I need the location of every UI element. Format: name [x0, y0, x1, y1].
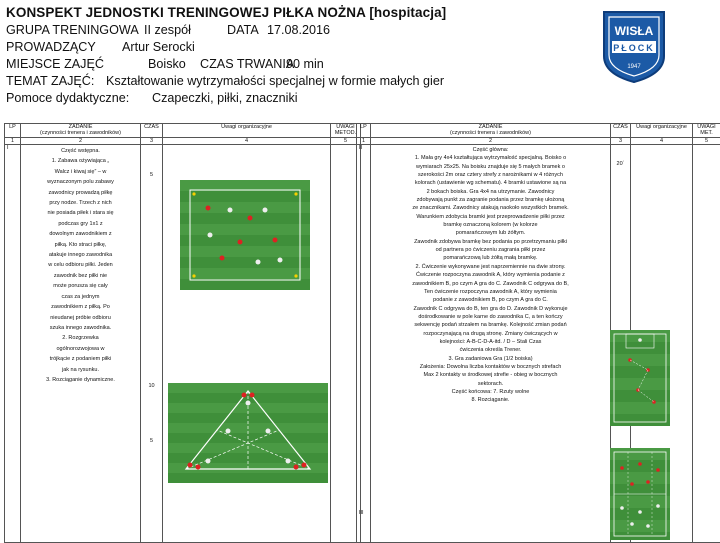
text-line: zawodnikiem B, po czym A gra do C. Zawodnik C odgrywa do B,	[373, 280, 608, 288]
row-number: II	[359, 145, 370, 151]
text-line: Część główna:	[373, 146, 608, 154]
text-line: podczas gry 1x1 z	[23, 219, 138, 229]
text-line: jak na rysunku.	[23, 365, 138, 375]
col-header-method: UWAGI MET.	[693, 124, 720, 138]
time-value: 20´	[611, 161, 630, 167]
text-line: trójkącie z podaniem piłki	[23, 354, 138, 364]
text-line: Część wstępna.	[23, 146, 138, 156]
text-line: wyznaczonym polu zabawy	[23, 177, 138, 187]
col-header-task-label: ZADANIE	[21, 124, 140, 130]
text-line: czas za jednym	[23, 292, 138, 302]
drill-diagram-triangle	[168, 383, 328, 483]
row-number: I	[5, 145, 21, 543]
document-title: KONSPEKT JEDNOSTKI TRENINGOWEJ PIŁKA NOŻNA [hospitacja]	[6, 5, 606, 20]
col-num-2: 2	[371, 138, 611, 145]
col-header-method: UWAGI METOD.	[331, 124, 361, 138]
text-line: Część końcowa: 7. Rzuty wolne	[373, 388, 608, 396]
method-notes	[693, 145, 720, 543]
text-line: pomarańczowym lub żółtym.	[373, 229, 608, 237]
group-value: II zespół	[144, 23, 227, 37]
text-line: Ten ćwiczenie rozpoczyna zawodnik A, który wymienia	[373, 288, 608, 296]
col-num-3: 3	[611, 138, 631, 145]
text-line: 3. Rozciąganie dynamiczne.	[23, 375, 138, 385]
text-line: bramkę oznaczoną kolorem (w kolorze	[373, 221, 608, 229]
aids-line	[6, 91, 606, 105]
col-num-3: 3	[141, 138, 163, 145]
text-line: 1. Zabawa ożywiająca „	[23, 156, 138, 166]
text-line: wymiarach 25x25. Na boisku znajduje się 5 małych bramek o	[373, 163, 608, 171]
text-line: ćwiczenia określa Trener.	[373, 346, 608, 354]
col-num-4: 4	[631, 138, 693, 145]
text-line: w celu odbioru piłki. Jeden	[23, 260, 138, 270]
text-line: podanie z zawodnikiem B, po czym A gra do C.	[373, 296, 608, 304]
text-line: Założenia: Dowolna liczba kontaktów w bocznych strefach	[373, 363, 608, 371]
text-line: zawodnikiem z piłką. Po	[23, 302, 138, 312]
text-line: atakuje innego zawodnika	[23, 250, 138, 260]
col-header-task	[21, 124, 141, 138]
text-line: pomarańczową lub żółtą małą bramkę.	[373, 254, 608, 262]
text-line: 2 bokach boiska. Gra 4x4 na utrzymanie. Zawodnicy	[373, 188, 608, 196]
col-header-task-sub: (czynności trenera i zawodników)	[371, 130, 610, 136]
col-num-4: 4	[163, 138, 331, 145]
text-line: dowolnym zawodnikiem z	[23, 229, 138, 239]
aids-value: Czapeczki, piłki, znaczniki	[152, 91, 298, 105]
svg-text:WISŁA: WISŁA	[615, 24, 654, 38]
col-num-1: 1	[357, 138, 371, 145]
col-header-org: Uwagi organizacyjne	[163, 124, 331, 138]
drill-diagram-crossing	[610, 330, 670, 426]
task-description	[371, 145, 611, 543]
text-line: 1. Mała gry 4x4 kształtująca wytrzymałość specjalną. Boisko o	[373, 154, 608, 162]
place-value: Boisko	[148, 57, 200, 71]
time-value: 10	[141, 383, 162, 389]
text-line: 2. Ćwiczenie wykonywane jest naprzemiennie na dwie strony.	[373, 263, 608, 271]
row-number-column	[357, 145, 371, 543]
col-header-time: CZAS	[141, 124, 163, 138]
text-line: piłką. Kto straci piłkę,	[23, 240, 138, 250]
col-header-lp: LP	[357, 124, 371, 138]
col-header-task-label: ZADANIE	[371, 124, 610, 130]
coach-value: Artur Serocki	[122, 40, 195, 54]
text-line: może porusza się cały	[23, 281, 138, 291]
time-column	[141, 145, 163, 543]
text-line: 2. Rozgrzewka	[23, 333, 138, 343]
text-line: sekwencję podań strzałem na bramkę. Kolejność zmian podań	[373, 321, 608, 329]
col-header-task	[371, 124, 611, 138]
svg-text:PŁOCK: PŁOCK	[613, 43, 655, 53]
coach-line	[6, 40, 606, 54]
text-line: przy nodze. Trzech z nich	[23, 198, 138, 208]
text-line: nie posiada piłek i stara się	[23, 208, 138, 218]
text-line: Zawodnik zdobywa bramkę bez podania po przetrzymaniu piłki	[373, 238, 608, 246]
group-label: GRUPA TRENINGOWA	[6, 23, 144, 37]
col-header-org: Uwagi organizacyjne	[631, 124, 693, 138]
text-line: dośrodkowanie w pole karne do zawodnika C, a ten kończy	[373, 313, 608, 321]
text-line: ze znacznikami. Zawodnicy atakują naokoło wszystkich bramek.	[373, 204, 608, 212]
club-logo	[600, 8, 668, 84]
text-line: ogólnorozwojowa w	[23, 344, 138, 354]
text-line: rozpoczynającą na drugą stronę. Zmiany ćwiczących w	[373, 330, 608, 338]
text-line: Max 2 kontakty w środkowej strefie - obieg w bocznych	[373, 371, 608, 379]
document-header	[6, 5, 606, 105]
text-line: szuka innego zawodnika.	[23, 323, 138, 333]
col-num-5: 5	[331, 138, 361, 145]
duration-label: CZAS TRWANIA	[200, 57, 286, 71]
topic-label: TEMAT ZAJĘĆ:	[6, 74, 106, 88]
row-number: III	[359, 510, 364, 516]
date-label: DATA	[227, 23, 267, 37]
group-line	[6, 23, 606, 37]
col-num-5: 5	[693, 138, 720, 145]
place-label: MIEJSCE ZAJĘĆ	[6, 57, 148, 71]
place-line	[6, 57, 606, 71]
date-value: 17.08.2016	[267, 23, 330, 37]
drill-diagram-small-sided	[180, 180, 310, 290]
text-line: Zawodnik C odgrywa do B, ten gra do D. Zawodnik D wykonuje	[373, 305, 608, 313]
svg-text:1947: 1947	[627, 64, 641, 70]
text-line: Walcz i kiwaj się” – w	[23, 167, 138, 177]
time-value: 5	[141, 438, 162, 444]
text-line: nieudanej próbie odbioru	[23, 313, 138, 323]
time-value: 5	[141, 172, 162, 178]
text-line: 8. Rozciąganie.	[373, 396, 608, 404]
text-line: szerokości 2m oraz cztery strefy z narożnikami w 4 różnych	[373, 171, 608, 179]
text-line: kolorach (ustawienie wg schematu). 4 bramki ustawione są na	[373, 179, 608, 187]
coach-label: PROWADZĄCY	[6, 40, 122, 54]
col-header-task-sub: (czynności trenera i zawodników)	[21, 130, 140, 136]
text-line: sektorach.	[373, 380, 608, 388]
duration-value: 90 min	[286, 57, 324, 71]
topic-value: Kształtowanie wytrzymałości specjalnej w formie małych gier	[106, 74, 444, 88]
task-description	[21, 145, 141, 543]
text-line: Warunkiem zdobycia bramki jest przeprowadzenie piłki przez	[373, 213, 608, 221]
col-header-lp: LP	[5, 124, 21, 138]
col-header-time: CZAS	[611, 124, 631, 138]
text-line: zawodnicy prowadzą piłkę	[23, 188, 138, 198]
col-num-1: 1	[5, 138, 21, 145]
aids-label: Pomoce dydaktyczne:	[6, 91, 152, 105]
text-line: zawodnik bez piłki nie	[23, 271, 138, 281]
text-line: 3. Gra zadaniowa Gra (1/2 boiska)	[373, 355, 608, 363]
text-line: kolejności: A-B-C-D-A-itd. / D – Stali Czas	[373, 338, 608, 346]
col-num-2: 2	[21, 138, 141, 145]
topic-line	[6, 74, 606, 88]
text-line: zdobywają punkt za zagranie podania przez bramkę ułożoną	[373, 196, 608, 204]
text-line: od partnera po ćwiczeniu zagrania piłki przez	[373, 246, 608, 254]
drill-diagram-game	[610, 448, 670, 540]
text-line: Ćwiczenie rozpoczyna zawodnik A, który wymienia podanie z	[373, 271, 608, 279]
